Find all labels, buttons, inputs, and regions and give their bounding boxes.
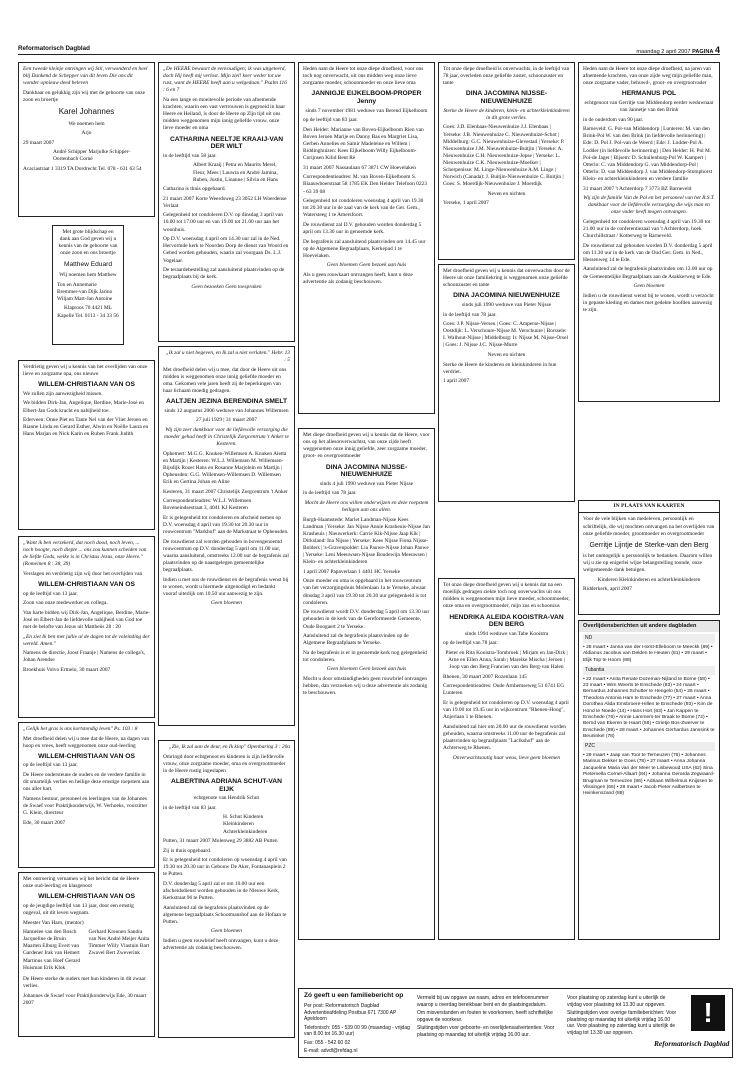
name: Karel Johannes: [58, 107, 115, 117]
obituary-kraaij: „De HEERE bewaart de eenvoudigen; ik was uitgeteerd, doch Hij heeft mij verlost. Mijn ziel! keer weder tot uw rust, want de HEERE heeft aan u welgedaan." Psalm 116 : 6 en 7 Na een lange en moeitevolle periode van afnemende krachten, waarin een vast vertrouwen is gegroeid in haar Heere en Heiland, is door de Heere op Zijn tijd uit ons midden weggenomen mijn innig geliefde vrouw, onze lieve moeder en oma CATHARINA NEELTJE KRAAIJ-VAN DER WILT in de leeftijd van 58 jaar. Albert Kraaij | Petra en Maurits Merel, Fleur, Mees | Lauwra en André Jamina, Ruben, Justin, Linanne | Silvia en Hans Catharina is thuis opgebaard. 21 maart 2007 Korte Weerdsweg 23 3052 LH Woerdense Verlaat Gelegenheid tot condoleren D.V. op dinsdag 3 april van 16.00 tot 17.00 uur en van 19.00 tot 21.00 uur aan het woonhuis. Op D.V. woensdag 4 april om 14.30 uur zal in de Ned. Hervormde kerk te Noorden Dorp de dienst van Woord en Gebed worden gehouden, waarin zal voorgaan Ds. L.J. Vogelaar. De teraardebestelling zal aansluitend plaatsvinden op de begraafplaats bij de kerk. Geen bezoeken Geen toespraken: [158, 62, 295, 342]
exclamation-icon: !: [691, 995, 725, 1031]
page-date: maandag 2 april 2007 PAGINA 4: [636, 45, 720, 55]
obituary-nijsse-2: Tot onze diepe droefheid is onverwachts, in de leeftijd van 78 jaar, overleden onze geliefde zuster, schoonzuster en tante DINA JACOMINA NIJSSE-NIEUWENHUIZE Sterke de Heere de kinderen, klein- en achterkleinkinderen in dit grote verlies. Goes: J.D. Elenbaas-Nieuwenhuize J.J. Elenbaas | Yerseke: J.B. Nieuwenhuize C. Nieuwenhuize-Schot | Middelburg: G.C. Nieuwenhuize-Glevestad | Yerseke: P. Nieuwenhuize J.M. Nieuwenhuize-Buitjin | Yerseke: A. Nieuwenhuize C.H. Nieuwenhuize-Jopse | Yerseke: L. Nieuwenhuize C.K. Nieuwenhuize-Moelker | Scherpenisse: M. Linge-Nieuwenhuize A.M. Linge | Norwich (Canada): J. Buitjin-Nieuwenhuize C. Buitjin | Goes: S. Moerdijk-Nieuwenhuize J. Moerdijk Neven en nichten Yerseke, 1 april 2007: [438, 62, 575, 260]
obituary-eijkelboom: Heden nam de Heere tot onze diepe droefheid, voor ons toch nog onverwacht, uit ons midden weg onze lieve zorgzame moeder, schoonmoeder en onze lieve oma JANNIGJE EIJKELBOOM-PROPER Jenny sinds 7 november 1981 weduwe van Berend Eijkelboom op de leeftijd van 83 jaar. Den Helder: Marianne van Boven-Eijkelboom Rien van Boven Jeroen Marije en Danny Bas en Margriet Lisa, Gerben Annelies en Samir Madeleine en Willem | Biddinghuizen: Kees Eijkelboom Willy Eijkelboom-Corijnsen Kilid Bent Rè 31 maart 2007 Nassaulaan 67 3871 CW Hoevelaken Correspondentieadres: M. van Boven-Eijkelboom S. Blaauwboerstraat 58 1785 EK Den Helder Telefoon 0223 - 63 39 08 Gelegenheid tot condoleren woensdag 4 april van 19.30 tot 20.30 uur in de zaal van de kerk van de Ger. Gem., Watersteeg 1 te Amersfoort. De rouwdienst zal D.V. gehouden worden donderdag 5 april om 13.30 uur in genoemde kerk. De begrafenis zal aansluitend plaatsvinden om 14.45 uur op de Algemene Begraafplaats, Kerkepad 1 te Hoevelaken. Geen bloemen Geen bezoek aan huis Als u geen rouwkaart ontvangen heeft, kunt u deze advertentie als zodanig beschouwen.: [298, 62, 435, 414]
obituary-nieuwenhuize: Met droefheid geven wij u kennis dat onverwachts door de Heere uit onze familiekring is weggenomen onze geliefde schoonzuster en tante DINA JACOMINA NIEUWENHUIZE sinds juli 1990 weduwe van Pieter Nijsse in de leeftijd van 78 jaar. Goes: J.P. Nijsse-Verseu | Goes: C. Amperse-Nijsse | Oostdijk: L. Verschuure-Nijsse M. Verschuure | Borssele: I. Walhout-Nijsse | Middelburg: Ir. Nijsse M. Nijsse-Orsel | Goes: J. Nijsse J.C. Nijsse-Murre Neven en nichten Sterke de Heere de kinderen en kleinkinderen in hun verdriet. 1 april 2007: [438, 264, 575, 502]
obituary-kooistra: Tot onze diepe droefheid geven wij u kennis dat na een moeilijk gedragen ziekte toch nog onverwachts uit ons midden is weggenomen mijn lieve moeder, schoonmoeder, onze oma en overgrootmoeder, mijn zus en schoonzus HENDRIKA ALEIDA KOOISTRA-VAN DEN BERG sinds 1994 weduwe van Tabe Kooistra op de leeftijd van 78 jaar. Pieter en Rita Kooistra-Tombroek | Mirjam en Jan-Dirk | Arne en Ellen Anna, Sarah | Mareike Mischa | Jeroen | Joop van den Berg Francien van den Berg-van Halen Rhenen, 30 maart 2007 Rozenlaan 145 Correspondentieadres: Oude Arnhemseweg 51 6741 EG Lunteren Er is gelegenheid tot condoleren op D.V. woensdag 4 april van 19.00 tot 19.45 uur in wijkcentrum "Rhenen-Hoog", Anjerlaan 1 te Rhenen. Aansluitend zal hier om 20.00 uur de rouwdienst worden gehouden, waarna omstreeks 11.00 uur de begrafenis zal plaatsvinden op begraafplaats "Laclkshof" aan de Achterweg te Rhenen. Onverwachtsoutig haar weus, lieve geen bloemen: [438, 578, 575, 940]
obituary-schut: „Zie, Ik zal aan de deur, en Ik klop" Openbaring 3 : 20a Omringd door echtgenoot en kinderen is zijn liefdevolle vrouw, onze zorgzame moeder, oma en overgrootmoeder in de Heere rustig ingeslapen ALBERTINA ADRIANA SCHUT-VAN EIJK echtgenote van Hendrik Schut in de leeftijd van 83 jaar. H. Schut Kinderen Kleinkinderen Achterkleinkinderen Putten, 31 maart 2007 Molenweg 29 3882 AB Putten Zij is thuis opgebaard. Er is gelegenheid tot condoleren op woensdag 4 april van 19.30 tot 20.30 uur in Gebouw De Aker, Fontanasplein 2 te Putten. D.V. donderdag 5 april zal er om 10.00 uur een afscheidsdienst worden gehouden in de Nieuwe Kerk, Kerkstraat 96 te Putten. Aansluitend zal de begrafenis plaatsvinden op de algemene begraafplaats Schootmanshof aan de Hofaan te Putten. Geen bloemen Indien u geen rouwbrief heeft ontvangen, kunt u deze advertentie als zodanig beschouwen.: [158, 740, 295, 1038]
paper-name: Reformatorisch Dagblad: [18, 45, 90, 52]
other-papers-obituaries: Overlijdensberichten uit andere dagbladen ND • 28 maart • Janna van der Horst-Elleboom te Meeckk (89) • Aldianus Jacobus van Delden te Heuten (81) • 29 maart • Elijk Top te Hoorn (88) Tubantia • 22 maart • Anita Renate Dozeman-Nijland te Borne (58) • 23 maart • Wim Weerts te Enschede (83) • 24 maart • Bernardus Johannes Schutter te Hengelo (54) • 26 maart • Theodora Antonia Ham te Enschede (77) • 27 maart • Anna Dorothea Alida Emsbroere-Hillen te Enschede (93) • Kim de Hond te Noede (14) • Hans Hort (63) • Jan Kappen te Enschede (76) • Annie Lammers-ter Braak te Borne (72) • Bernd van Ekeren te Haart (58) • Grietje Bos-Zwerver te Enschede (89) • 28 maart • Johannes Gerhardus Janssink te Beuninkel (78) PZC • 29 maart • Jaap van Toor te Terneuzen (76) • Johannes Marinus Dekker te Goes (78) • 27 maart • Anna Johanna Jacqueline Maria van der Meer te Lisbewoud USA (62) Sina Pietemella Cornel-Allaart (84) • Johanna Gerarda Zegwaard-Brugman te Terneuzen (86) • Adriaan Wilhelmus Knijssen te Vlissingen (66) • 28 maart • Jacob Pieter Aalbertsen te Heinkenszand (88): [578, 620, 720, 940]
obituary-van-os-2: „Want ik ben verzekerd, dat noch dood, noch leven, ... noch hoogte, noch diepte ... ons zou kunnen scheiden van de liefde Gods, welke is in Christus Jezus, onze Heere." (Romeinen 8 : 38, 39) Verslagen en verdrietig zijn wij door het overlijden van WILLEM-CHRISTIAAN VAN OS op de leeftijd van 13 jaar. Zoon van onze medewerker en collega. Van harte bidden wij Dirk-Jan, Angelique, Berdine, Marie-José en Elbert-Jan de liefdevolle nabijheid van God toe met de belofte van Jezus uit Mattheüs 28 : 20 „En ziet Ik ben met jullie al de dagen tot de voleinding der wereld. Amen." Namens de directie, Joost Fraanje | Namens de collega's, Johan Arendse Broekhuis Volvo Ermelo, 30 maart 2007: [18, 536, 155, 718]
obituary-van-os-3: „Gelijk het gras is ons kortstondig leven" Ps. 103 : 8 Met droefheid delen wij u mee dat de Heere, na dagen van hoop en vrees, heeft weggenomen onze oud-leerling WILLEM-CHRISTIAAN VAN OS op de leeftijd van 13 jaar. De Heere ondersteune de ouders en de verdere familie in dit smartelijk verlies en heilige deze ernstige roepstem aan ons aller hart. Namens bestuur, personeel en leerlingen van de Johannes de Swaef voor Praktijkonderwijs, W. Verhoeks, voorzitter G. Klein, directeur Ede, 30 maart 2007: [18, 722, 155, 868]
obituary-van-os-4: Met ontroering vernamen wij het bericht dat de Heere onze oud-leerling en klasgenoot WILLEM-CHRISTIAAN VAN OS op de jeugdige leeftijd van 13 jaar, door een ernstig ongeval, uit dit leven wegnam. Meester Van Harn, (mentor) Hannelee van den Bosch Jacqueline de Bruin Maarten Elburg Evert van Gardener Irak van Hemert Martinus van Hoef Gerard Huisman Erik Klok Gerhard Kreunen Sandra van Nes André Meijer Anita Timmer Willy Vlastuin Bart Zwavel Bert Zweverink De Heere sterke de ouders met hun kinderen in dit zwaar verlies. Johannes de Swaef voor Praktijkonderwijs Ede, 30 maart 2007: [18, 872, 155, 1037]
birth-notice-karel: Een tweede kleinje ontvingen wij Stil, verwonderd en heel blij Dankend de Schepper van dit leven Die ons dit wonder opnieuw deed beleven Dankbaar en gelukkig zijn wij met de geboorte van onze zoon en broertje Karel Johannes We noemen hem Arjo 29 maart 2007 André Schipper Marjolke Schipper-Oortenbach Corné Acaciastraat 1 3319 TA Dordrecht Tel. 078 - 631 63 54: [18, 62, 155, 217]
obituary-pol: Heden nam de Heere tot onze diepe droefheid, na jaren van afnemende krachten, van onze zijde weg mijn geliefde man, onze zorgzame vader, behuwd-, groot- en overgrootvader HERMANUS POL echtgenoot van Gerritje van Middendorp eerder weduwnaar van Jannetje van den Brink in de ouderdom van 90 jaar. Barneveld: G. Pol-van Middendorp | Lunteren: M. van den Brink-Pol W. van den Brink (in liefdevolle herinnering) | Ede: D. Pol J. Pol-van de Weerd | Ede: J. Lodder-Pol A. Lodder (in liefdevolle herinnering) | Den Helder: H. Pol M. Pol-de Jager | Bijsem: D. Schuilenburg-Pol W. Kampert | Otterlo: C. van Middendorp G. van Middendorp-Pol | Otterlo: D. van Middendorp J. van Middendorp-Stomphorst Klein- en achterkleinkinderen en verdere familie 31 maart 2007 't Achterdorp 7 3773 BZ Barneveld Wij zijn de familie Van de Pol en het personeel van het R.S.T. dankbaar voor de liefdevolle verzorging die wijs man en onze vader heeft mogen ontvangen. Gelegenheid tot condoleren woensdag 4 april van 19.30 tot 21.00 uur in de conferentiezaal van 't Achterdorp, hoek Churchillstraat / Kotterweg te Barneveld. De rouwdienst zal gehouden worden D.V. donderdag 5 april om 11.30 uur in de kerk van de Oud Ger. Gem. in Ned., Hessenweg 14 te Ede. Aansluitend zal de begrafenis plaatsvinden om 13.00 uur op de Gemeentelijke Begraafplaats aan de Asakkerweg te Ede. Geen bloemen Indien u de rouwdienst wenst bij te wonen, wordt u verzocht in gepaste kleding en dames met gedekte hoofden aanwezig te zijn.: [578, 62, 720, 402]
obituary-nijsse-1: Met diepe droefheid geven wij u kennis dat de Heere, voor ons op het allesonverwachtst, van onze zijde heeft weggenomen onze innig geliefde, zeer zorgzame moeder, groot- en overgrootmoeder DINA JACOMINA NIJSSE-NIEUWENHUIZE sinds 4 juli 1990 weduwe van Pieter Nijsse in de leeftijd van 78 jaar. Mocht de Heere ons willen onderwijzen en deze roepstem heiligen aan ons allen. Burgh-Haamstede: Marlet Landman-Nijsse Kees Landman | Yerseke: Jan Nijsse Annie Krasheuis-Nijsse Jan Krasheuis | Nieuwerkerk: Carrie Kik-Nijsse Jaap Kik | Dirksland: Ina Nijsse | Yerseke: Kees Nijsse Fiona Nijsse-Bolders | 's-Gravenpolder: Lia Pauwe-Nijsse Johan Pauwe | Yerseke: Leni Meeuwsen-Nijsse Boudewijn Meeuwsen | Klein- en achterkleinkinderen 1 april 2007 Papaverlaan 1 4401 HC Yerseke Onze moeder en oma is opgebaard in het rouwcentrum van het verzorgingshuis Molenlaan 1a te Yerseke, alwaar dinsdag 3 april van 19.30 tot 20.30 uur gelegenheid is tot condoleren. De rouwdienst wordt D.V. donderdag 5 april om 13.30 uur gehouden in de kerk van de Gereformeerde Gemeente, Oude Boogaert 2 te Yerseke. Aansluitend zal de begrafenis plaatsvinden op de Algemene Begraafplaats te Yerseke. Na de begrafenis is er in genoemde kerk nog gelegenheid tot condoleren. Geen bloemen Geen bezoek aan huis Mocht u door omstandigheden geen rouwbrief ontvangen hebben, dan verzoeken wij u deze advertentie als zodanig te beschouwen.: [298, 428, 435, 940]
how-to-place-notice: Zó geeft u een familiebericht op Per post: Reformatorisch Dagblad Advertentieafdeling Postbus 671 7300 AP Apeldoorn Telefonisch: 055 - 539 00 99 (maandag - vrijdag van 8.00 tot 16.30 uur) Fax: 055 - 542 60 02 E-mail: advdl@refdag.nl Vermeld bij uw opgave uw naam, adres en telefoonnummer waarop u overdag bereikbaar bent en de plaatsingsdatum. Om misverstanden en fouten te voorkomen, heeft schriftelijke opgave de voorkeur. Sluitingstijden voor geboorte- en overlijdensadvertenties: Voor plaatsing op maandag tot uiterlijk vrijdag 16.00 uur. Voor plaatsing op zaterdag kunt u uiterlijk de vrijdag voor plaatsing tot 13.30 uur opgeven. Sluitingstijden voor overige familieberichten: Voor plaatsing op maandag tot uiterlijk vrijdag 16.00 uur. Voor plaatsing op zaterdag kunt u uiterlijk de vrijdag tot 13.30 uur opgeven. ! Reformatorisch Dagblad: [298, 988, 733, 1058]
obituary-smelt: „Ik zal u niet begeven, en Ik zal u niet verlaten." Hebr. 13 : 5 Met droefheid delen wij u mee, dat door de Heere uit ons midden is weggenomen onze innig geliefde moeder en oma. Gekomen vele jaren heeft zij de beperkingen van haar lichaam moedig gedragen. AALTJEN JEZINA BERENDINA SMELT sinds 12 augustus 2006 weduwe van Johannes Willemsen 27 juli 1929 | 31 maart 2007 Wij zijn zeer dankbaar voor de liefdevolle verzorging die moeder gehad heeft in Christelijk Zorgcentrum 't Anker te Kesteren. Ophemert: M.G.G. Knuken-Willemsen A. Knuken Aletta en Martijn | Kesteren: W.L.J. Willemsen M. Willemsen-Bijsdijk Rozer Hans en Rosanne Marjolein en Martijn | Opheusden: G.G. Willemsen-Willemsen D. Willemsen Erik en Gertina Johan en Aline Kesteren, 31 maart 2007 Christelijk Zorgcentrum 't Anker Correspondentieadres: W.L.J. Willemsen Boveneindsestraat 3, 4041 KJ Kesteren Er is gelegenheid tot condoleren en afscheid nemen op D.V. woensdag 4 april van 19.30 tot 20.30 uur in rouwcentrum "Markhof" aan de Markstraat te Opheusden. De rouwdienst zal worden gehouden in bovengenoemd rouwcentrum op D.V. donderdag 5 april om 11.00 uur, waarna aansluitend, omstreeks 12.00 uur de begrafenis zal plaatsvinden op de naastgelegen gemeentelijke begraafplaats. Indien u met ons de rouwdienst en de begrafenis wenst bij te wonen, wordt u hiermede uitgenodigd en bedankt vooraf uiterlijk om 10.50 uur aanwezig te zijn. Geen bloemen: [158, 346, 295, 726]
birth-notice-matthew: Met grote blijdschap en dank aan God geven wij u kennis van de geboorte van onze zoon en ons broertje Matthew Eduard Wij noemen hem Matthew Ton en Annemarie Bremmer-van Dijk Jarino Wiljam Mart-Jan Antoine Klaproos 70 4421 ML Kapelle Tel. 0113 - 34 33 56: [52, 225, 124, 345]
section-title: Overlijdensberichten uit andere dagbladen: [579, 621, 719, 632]
obituary-van-os-1: Verdrietig geven wij u kennis van het overlijden van onze lieve en zorgzame opa, ons nieuwe WILLEM-CHRISTIAAN VAN OS We zullen zijn aanwezigheid missen. We bidden Dirk-Jan, Angelique, Berdine, Marie-José en Elbert-Jan Gods kracht en nabijheid toe. Ederveen: Onne Piet en Tante Nel van der Vliet Jeroen en Rianne Linda en Gerard Esther, Alwin en Noëlle Laura en Hans Marjan en Nick Karin en Ruben Frank Judith: [18, 360, 155, 530]
paper-logo: Reformatorisch Dagblad: [654, 1039, 730, 1048]
page-header: [18, 44, 720, 55]
thanks-notice-de-sterke: IN PLAATS VAN KAARTEN Voor de vele blijken van medeleven, persoonlijk en schriftelijk, die wij mochten ontvangen na het overlijden van onze geliefde moeder, grootmoeder en overgrootmoeder Gerritje Lijntje de Sterke-van den Berg is het onmogelijk u persoonlijk te bedanken. Daarom willen wij u zie op enigerlei wijze belangstelling toonde, onze welgemeende dank betuigen. Kinderen Kleinkinderen en achterkleinkinderen Ridderkerk, april 2007: [578, 500, 720, 615]
